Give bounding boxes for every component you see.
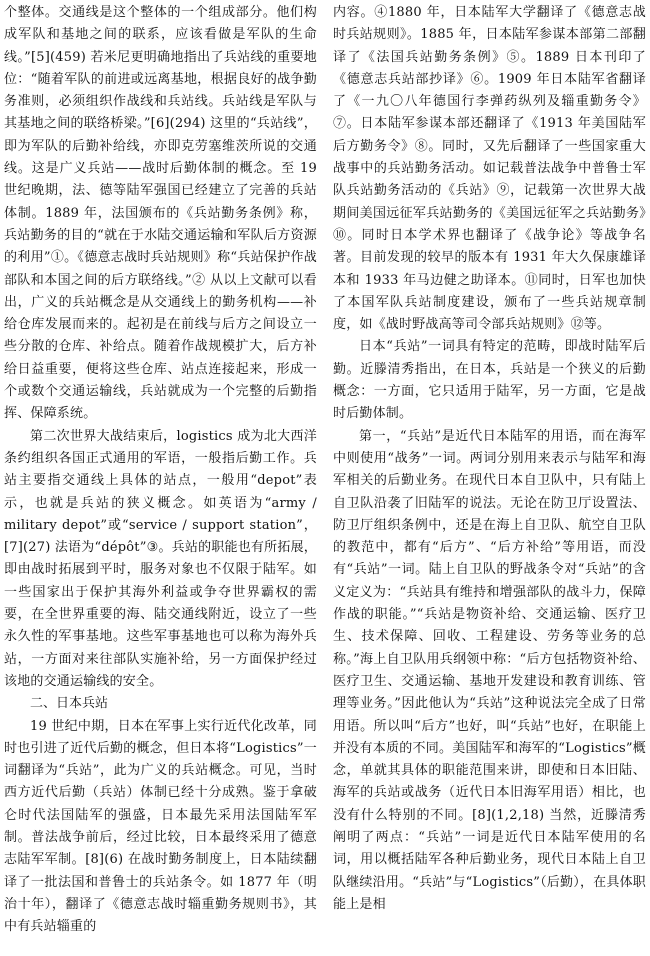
- paragraph: 内容。④1880 年，日本陆军大学翻译了《德意志战时兵站规则》。1885 年，日本陆军参谋本部第二部翻译了《法国兵站勤务条例》⑤。1889 日本刊印了《德意志兵站部抄译》⑥。1909 年日本陆军省翻译了《一九〇八年德国行李弹药纵列及辎重勤务令》⑦。日本陆军参谋本部还翻译了《1913 年美国陆军后方勤务令》⑧。同时，又先后翻译了一些国家重大战事中的兵站勤务活动。如记载普法战争中普鲁士军队兵站勤务活动的《兵站》⑨，记载第一次世界大战期间美国远征军兵站勤务的《美国远征军之兵站勤务》⑩。同时日本学术界也翻译了《战争论》等战争名著。目前发现的较早的版本有 1931 年大久保康雄译本和 1933 年马边健之助译本。⑪同时，日军也加快了本国军队兵站制度建设，颁布了一些兵站规章制度，如《战时野战高等司令部兵站规则》⑫等。: [333, 5, 646, 333]
- paragraph: 第二次世界大战结束后，logistics 成为北大西洋条约组织各国正式通用的军语，一般指后勤工作。兵站主要指交通线上具体的站点，一般用“depot”表示，也就是兵站的狭义概念。如英语为“army / military depot”或“service / support station”，[7](27) 法语为“dépôt”③。兵站的职能也有所拓展，即由战时拓展到平时，服务对象也不仅限于陆军。如一些国家出于保护其海外利益或争夺世界霸权的需要，在全世界重要的海、陆交通线附近，设立了一些永久性的军事基地。这些军事基地也可以称为海外兵站，一方面对来往部队实施补给，另一方面保护经过该地的交通运输线的安全。: [4, 428, 317, 689]
- paragraph: 日本“兵站”一词具有特定的范畴，即战时陆军后勤。近滕清秀指出，在日本，兵站是一个狭义的后勤概念：一方面，它只适用于陆军，另一方面，它是战时后勤体制。: [333, 339, 646, 422]
- paragraph: 个整体。交通线是这个整体的一个组成部分。他们构成军队和基地之间的联系，应该看做是军队的生命线。”[5](459) 若米尼更明确地指出了兵站线的重要地位：“随着军队的前进或远离基地，根据良好的战争勤务准则，必须组织作战线和兵站线。兵站线是军队与其基地之间的联络桥梁。”[6](294) 这里的“兵站线”，即为军队的后勤补给线，亦即克劳塞维茨所说的交通线。这是广义兵站——战时后勤体制的概念。至 19 世纪晚期，法、德等陆军强国已经建立了完善的兵站体制。1889 年，法国颁布的《兵站勤务条例》称，兵站勤务的目的“就在于水陆交通运输和军队后方资源的利用”①。《德意志战时兵站规则》称“兵站保护作战部队和本国之间的后方联络线。”② 从以上文献可以看出，广义的兵站概念是从交通线上的勤务机构——补给仓库发展而来的。起初是在前线与后方之间设立一些分散的仓库、补给点。随着作战规模扩大，后方补给日益重要，便将这些仓库、站点连接起来，形成一个或数个交通运输线，兵站就成为一个完整的后勤指挥、保障系统。: [4, 5, 317, 422]
- paragraph: 19 世纪中期，日本在军事上实行近代化改革，同时也引进了近代后勤的概念，但日本将“Logistics”一词翻译为“兵站”，此为广义的兵站概念。可见，当时西方近代后勤（兵站）体制已经十分成熟。鉴于拿破仑时代法国陆军的强盛，日本最先采用法国陆军军制。普法战争前后，经过比较，日本最终采用了德意志陆军军制。[8](6) 在战时勤务制度上，日本陆续翻译了一批法国和普鲁士的兵站条令。如 1877 年（明治十年），翻译了《德意志战时辎重勤务规则书》，其中有兵站辎重的: [4, 718, 317, 935]
- section-heading: 二、日本兵站: [30, 696, 109, 712]
- right-column: [333, 2, 646, 916]
- left-column: [4, 2, 317, 938]
- paragraph: 第一，“兵站”是近代日本陆军的用语，而在海军中则使用“战务”一词。两词分别用来表示与陆军和海军相关的后勤业务。在现代日本自卫队中，只有陆上自卫队沿袭了旧陆军的说法。无论在防卫厅设置法、防卫厅组织条例中，还是在海上自卫队、航空自卫队的教范中，都有“后方”、“后方补给”等用语，而没有“兵站”一词。陆上自卫队的野战条令对“兵站”的含义定义为：“兵站具有维持和增强部队的战斗力，保障作战的职能。”“兵站是物资补给、交通运输、医疗卫生、技术保障、回收、工程建设、劳务等业务的总称。”海上自卫队用兵纲领中称：“后方包括物资补给、医疗卫生、交通运输、基地开发建设和教育训练、管理等业务。”因此他认为“兵站”这种说法完全成了日常用语。所以叫“后方”也好，叫“兵站”也好，在职能上并没有本质的不同。美国陆军和海军的“Logistics”概念，单就其具体的职能范围来讲，即使和日本旧陆、海军的兵站或战务（近代日本旧海军用语）相比，也没有什么特别的不同。[8](1,2,18) 当然，近滕清秀阐明了两点：“兵站”一词是近代日本陆军使用的名词，用以概括陆军各种后勤业务，现代日本陆上自卫队继续沿用。“兵站”与“Logistics”（后勤），在具体职能上是相: [333, 428, 646, 912]
